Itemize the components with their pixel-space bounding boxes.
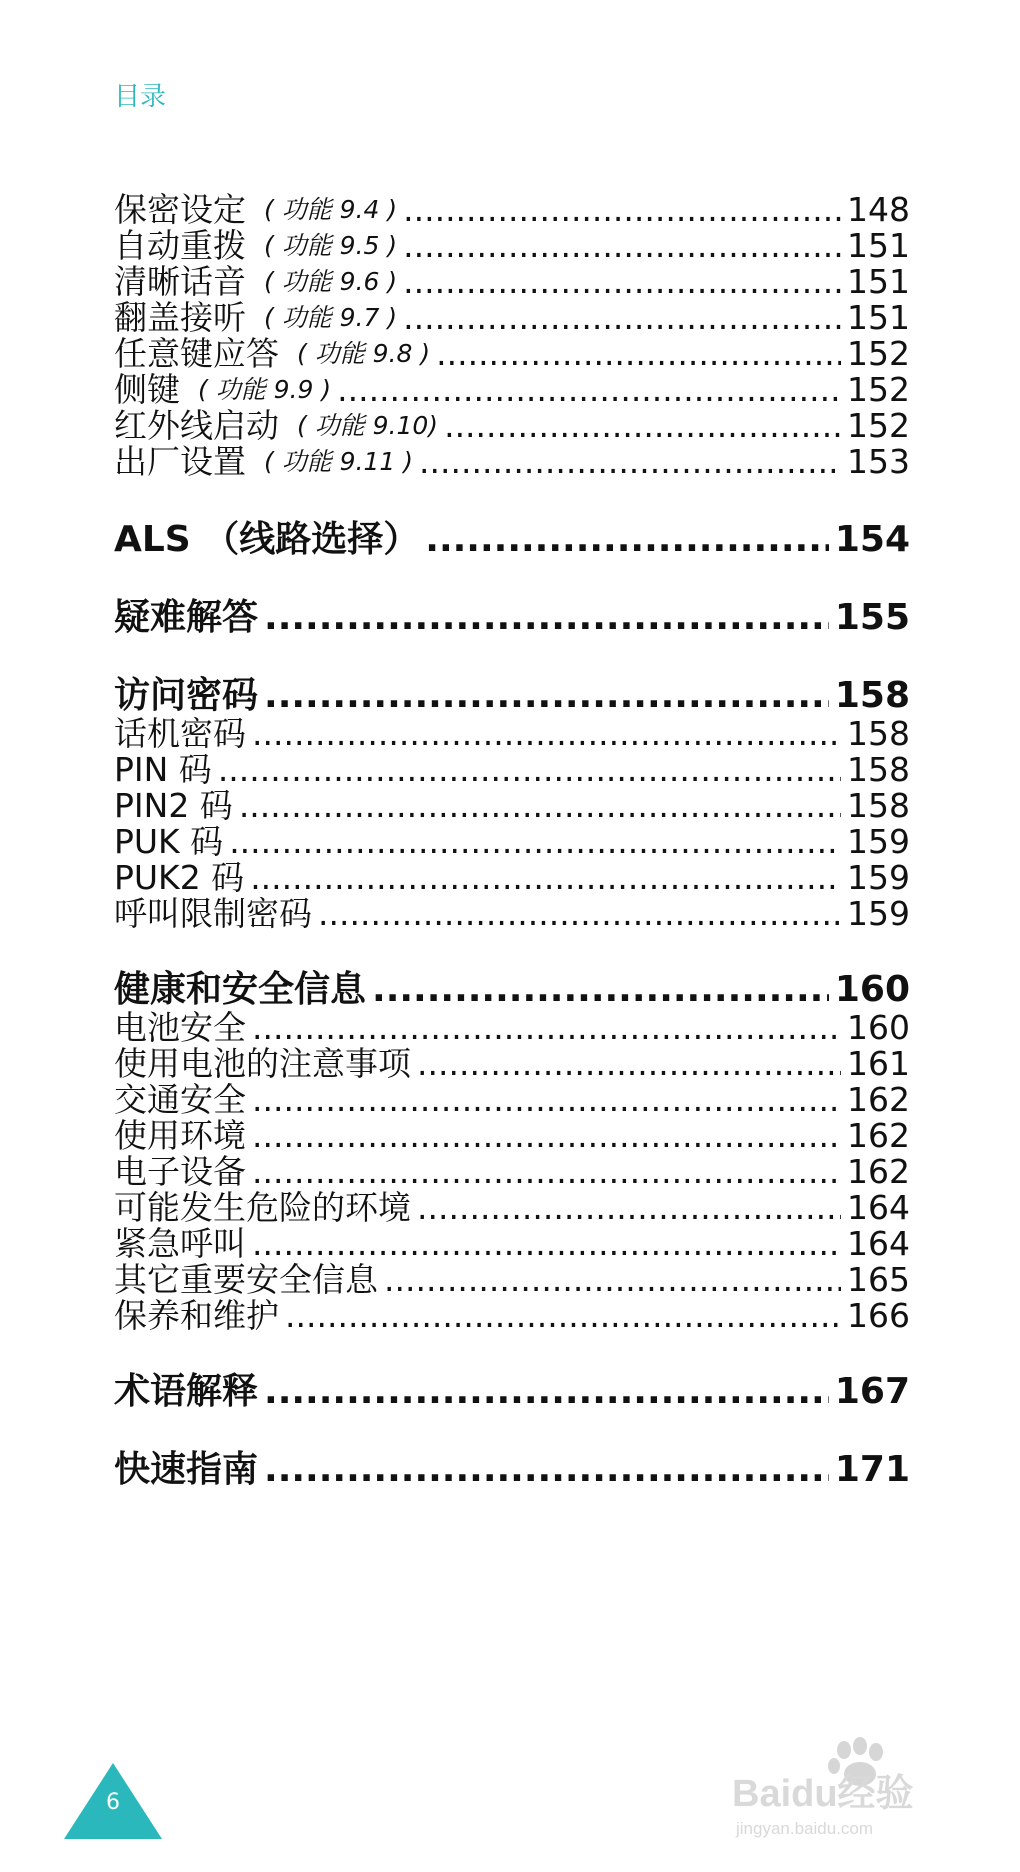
toc-leader-dots bbox=[436, 336, 841, 372]
toc-entry[interactable] bbox=[114, 408, 910, 444]
toc-entry-label: PUK 码 bbox=[114, 822, 224, 861]
toc-leader-dots bbox=[252, 1010, 841, 1046]
toc-section-health-safety[interactable] bbox=[114, 970, 910, 1010]
toc-entry-label: 呼叫限制密码 bbox=[114, 894, 312, 933]
toc-entry[interactable] bbox=[114, 228, 910, 264]
toc-leader-dots bbox=[444, 408, 841, 444]
toc-entry-page: 151 bbox=[847, 298, 910, 337]
toc-leader-dots bbox=[403, 228, 841, 264]
toc-leader-dots bbox=[264, 1372, 829, 1412]
toc-entry[interactable] bbox=[114, 1226, 910, 1262]
toc-entry-page: 151 bbox=[847, 226, 910, 265]
toc-entry-page: 162 bbox=[847, 1080, 910, 1119]
toc-entry[interactable] bbox=[114, 264, 910, 300]
toc-leader-dots bbox=[318, 896, 841, 932]
toc-entry-function: ( 功能 9.11 ) bbox=[264, 447, 414, 476]
toc-leader-dots bbox=[425, 520, 829, 560]
toc-section-quick-guide[interactable] bbox=[114, 1450, 910, 1490]
toc-entry[interactable] bbox=[114, 1010, 910, 1046]
toc-section-access-codes[interactable] bbox=[114, 676, 910, 716]
toc-section-page: 154 bbox=[834, 519, 910, 560]
toc-leader-dots bbox=[403, 192, 841, 228]
toc-section-label: ALS （线路选择） bbox=[114, 519, 420, 560]
toc-entry-label: PIN 码 bbox=[114, 750, 212, 789]
toc-section-label: 访问密码 bbox=[114, 675, 259, 716]
toc-entry-label: 侧键 bbox=[114, 370, 180, 409]
toc-entry-page: 165 bbox=[847, 1260, 910, 1299]
toc-entry-page: 153 bbox=[847, 442, 910, 481]
toc-section-als[interactable] bbox=[114, 520, 910, 560]
toc-entry-page: 152 bbox=[847, 406, 910, 445]
toc-leader-dots bbox=[239, 788, 841, 824]
toc-leader-dots bbox=[229, 824, 841, 860]
toc-leader-dots bbox=[250, 860, 841, 896]
baidu-watermark bbox=[726, 1720, 966, 1840]
toc-entry-page: 158 bbox=[847, 786, 910, 825]
toc-entry-label: 清晰话音 bbox=[114, 262, 246, 301]
toc-entry-page: 164 bbox=[847, 1188, 910, 1227]
toc-leader-dots bbox=[264, 1450, 829, 1490]
toc-entry[interactable] bbox=[114, 192, 910, 228]
toc-leader-dots bbox=[384, 1262, 841, 1298]
paw-logo-icon bbox=[726, 1720, 966, 1840]
toc-leader-dots bbox=[372, 970, 829, 1010]
toc-leader-dots bbox=[264, 676, 829, 716]
toc-leader-dots bbox=[252, 1082, 841, 1118]
toc-leader-dots bbox=[417, 1190, 841, 1226]
toc-entry-label: 话机密码 bbox=[114, 714, 246, 753]
toc-leader-dots bbox=[252, 1226, 841, 1262]
toc-entry-label: 自动重拨 bbox=[114, 226, 246, 265]
toc-entry-label: 保密设定 bbox=[114, 190, 246, 229]
toc-entry-page: 158 bbox=[847, 750, 910, 789]
toc-leader-dots bbox=[285, 1298, 841, 1334]
toc-entry-page: 159 bbox=[847, 858, 910, 897]
toc-entry-page: 148 bbox=[847, 190, 910, 229]
toc-entry-function: ( 功能 9.6 ) bbox=[264, 267, 398, 296]
toc-entry[interactable] bbox=[114, 1298, 910, 1334]
table-of-contents bbox=[114, 192, 910, 1490]
toc-entry-page: 159 bbox=[847, 894, 910, 933]
toc-leader-dots bbox=[337, 372, 841, 408]
toc-section-page: 171 bbox=[834, 1449, 910, 1490]
toc-entry-label: 其它重要安全信息 bbox=[114, 1260, 378, 1299]
toc-entry-label: 使用环境 bbox=[114, 1116, 246, 1155]
toc-entry-page: 160 bbox=[847, 1008, 910, 1047]
toc-entry-page: 152 bbox=[847, 334, 910, 373]
watermark-text: Baidu经验 bbox=[732, 1773, 914, 1815]
toc-entry-label: 可能发生危险的环境 bbox=[114, 1188, 411, 1227]
toc-entry-label: 任意键应答 bbox=[114, 334, 279, 373]
toc-entry-label: PIN2 码 bbox=[114, 786, 233, 825]
toc-section-page: 155 bbox=[834, 597, 910, 638]
toc-entry-function: ( 功能 9.4 ) bbox=[264, 195, 398, 224]
toc-entry[interactable] bbox=[114, 896, 910, 932]
toc-leader-dots bbox=[252, 1118, 841, 1154]
toc-entry-page: 164 bbox=[847, 1224, 910, 1263]
toc-leader-dots bbox=[403, 264, 841, 300]
toc-entry[interactable] bbox=[114, 1082, 910, 1118]
toc-entry[interactable] bbox=[114, 1262, 910, 1298]
toc-entry[interactable] bbox=[114, 372, 910, 408]
toc-entry-page: 151 bbox=[847, 262, 910, 301]
toc-section-label: 疑难解答 bbox=[114, 597, 259, 638]
toc-entry-label: 电子设备 bbox=[114, 1152, 246, 1191]
toc-section-troubleshooting[interactable] bbox=[114, 598, 910, 638]
toc-entry[interactable] bbox=[114, 300, 910, 336]
toc-entry-label: 保养和维护 bbox=[114, 1296, 279, 1335]
page-header-title: 目录 bbox=[114, 82, 167, 112]
toc-entry-label: 电池安全 bbox=[114, 1008, 246, 1047]
toc-entry[interactable] bbox=[114, 1154, 910, 1190]
toc-leader-dots bbox=[417, 1046, 841, 1082]
toc-entry[interactable] bbox=[114, 1118, 910, 1154]
toc-entry-label: 翻盖接听 bbox=[114, 298, 246, 337]
toc-leader-dots bbox=[252, 716, 841, 752]
toc-entry[interactable] bbox=[114, 1046, 910, 1082]
toc-entry-page: 158 bbox=[847, 714, 910, 753]
toc-entry-page: 152 bbox=[847, 370, 910, 409]
toc-entry-function: ( 功能 9.10) bbox=[297, 411, 439, 440]
toc-section-page: 167 bbox=[834, 1371, 910, 1412]
toc-leader-dots bbox=[419, 444, 841, 480]
toc-entry-label: 紧急呼叫 bbox=[114, 1224, 246, 1263]
toc-entry-label: 红外线启动 bbox=[114, 406, 279, 445]
toc-entry-label: 交通安全 bbox=[114, 1080, 246, 1119]
watermark-url: jingyan.baidu.com bbox=[736, 1819, 874, 1838]
toc-entry-function: ( 功能 9.9 ) bbox=[198, 375, 332, 404]
toc-entry[interactable] bbox=[114, 716, 910, 752]
toc-section-label: 快速指南 bbox=[114, 1449, 259, 1490]
toc-entry-page: 161 bbox=[847, 1044, 910, 1083]
toc-leader-dots bbox=[403, 300, 841, 336]
toc-entry-label: 使用电池的注意事项 bbox=[114, 1044, 411, 1083]
toc-leader-dots bbox=[264, 598, 829, 638]
toc-entry-page: 159 bbox=[847, 822, 910, 861]
toc-entry[interactable] bbox=[114, 1190, 910, 1226]
toc-section-page: 158 bbox=[834, 675, 910, 716]
toc-entry[interactable] bbox=[114, 860, 910, 896]
toc-entry[interactable] bbox=[114, 444, 910, 480]
toc-entry-page: 166 bbox=[847, 1296, 910, 1335]
toc-entry[interactable] bbox=[114, 788, 910, 824]
toc-section-glossary[interactable] bbox=[114, 1372, 910, 1412]
toc-leader-dots bbox=[252, 1154, 841, 1190]
toc-leader-dots bbox=[218, 752, 841, 788]
toc-entry-page: 162 bbox=[847, 1152, 910, 1191]
toc-entry-page: 162 bbox=[847, 1116, 910, 1155]
toc-entry-label: PUK2 码 bbox=[114, 858, 245, 897]
toc-entry-function: ( 功能 9.7 ) bbox=[264, 303, 398, 332]
page-number: 6 bbox=[106, 1790, 120, 1815]
toc-entry[interactable] bbox=[114, 336, 910, 372]
toc-entry-function: ( 功能 9.5 ) bbox=[264, 231, 398, 260]
toc-entry[interactable] bbox=[114, 752, 910, 788]
toc-section-page: 160 bbox=[834, 969, 910, 1010]
toc-section-label: 健康和安全信息 bbox=[114, 969, 367, 1010]
toc-section-label: 术语解释 bbox=[114, 1371, 259, 1412]
toc-entry-function: ( 功能 9.8 ) bbox=[297, 339, 431, 368]
toc-entry-label: 出厂设置 bbox=[114, 442, 246, 481]
toc-entry[interactable] bbox=[114, 824, 910, 860]
